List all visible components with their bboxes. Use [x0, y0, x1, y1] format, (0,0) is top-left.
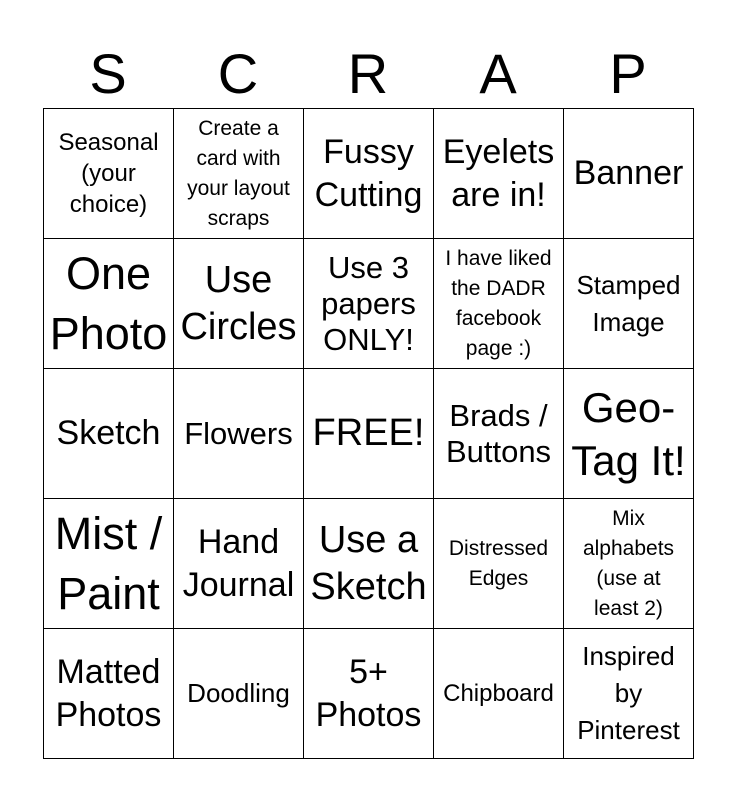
cell-text: Matted Photos: [55, 652, 162, 734]
cell-text: I have liked the DADR facebook page :): [445, 246, 552, 360]
bingo-cell[interactable]: [304, 499, 434, 629]
cell-text: Use Circles: [180, 258, 297, 348]
cell-text: Doodling: [187, 678, 290, 708]
bingo-cell[interactable]: [304, 239, 434, 369]
bingo-cell[interactable]: [434, 499, 564, 629]
bingo-cell[interactable]: [304, 109, 434, 239]
bingo-cell[interactable]: [564, 629, 694, 759]
bingo-cell[interactable]: [564, 369, 694, 499]
bingo-header: [43, 40, 693, 108]
bingo-cell[interactable]: [174, 629, 304, 759]
cell-text: Sketch: [56, 414, 161, 452]
header-letter-a: A: [479, 42, 517, 105]
bingo-cell[interactable]: [434, 629, 564, 759]
bingo-cell[interactable]: [434, 109, 564, 239]
cell-text: Brads / Buttons: [445, 397, 552, 469]
cell-text: One Photo: [49, 247, 168, 359]
cell-text: Hand Journal: [182, 522, 295, 604]
cell-text: Banner: [573, 154, 684, 192]
header-letter-c: C: [217, 42, 259, 105]
cell-text: Seasonal (your choice): [58, 129, 159, 218]
cell-text: Fussy Cutting: [314, 132, 423, 214]
cell-text: Create a card with your layout scraps: [187, 116, 290, 230]
cell-text: Inspired by Pinterest: [577, 641, 680, 745]
bingo-cell[interactable]: [304, 369, 434, 499]
cell-text: Eyelets are in!: [442, 132, 555, 214]
bingo-cell[interactable]: [304, 629, 434, 759]
cell-text: Mist / Paint: [54, 507, 163, 619]
bingo-cell[interactable]: [434, 239, 564, 369]
cell-text: Stamped Image: [576, 269, 681, 337]
header-letter-s: S: [89, 42, 127, 105]
cell-text: Flowers: [184, 415, 293, 451]
bingo-cell[interactable]: [174, 369, 304, 499]
cell-text: Use 3 papers ONLY!: [321, 249, 416, 357]
bingo-cell[interactable]: [434, 369, 564, 499]
bingo-cell[interactable]: [174, 239, 304, 369]
header-letter-p: P: [609, 42, 647, 105]
cell-text: Mix alphabets (use at least 2): [582, 506, 675, 620]
bingo-cell[interactable]: [174, 499, 304, 629]
bingo-cell[interactable]: [564, 239, 694, 369]
cell-text: Distressed Edges: [448, 536, 549, 590]
cell-text: Geo- Tag It!: [571, 383, 686, 484]
cell-text: 5+ Photos: [315, 652, 422, 734]
bingo-cell[interactable]: [44, 499, 174, 629]
bingo-board: [43, 108, 694, 759]
bingo-cell[interactable]: [44, 629, 174, 759]
bingo-cell[interactable]: [564, 109, 694, 239]
bingo-cell[interactable]: [44, 109, 174, 239]
bingo-cell[interactable]: [44, 369, 174, 499]
bingo-cell[interactable]: [44, 239, 174, 369]
bingo-cell[interactable]: [174, 109, 304, 239]
cell-text: FREE!: [312, 412, 425, 454]
header-letter-r: R: [347, 42, 389, 105]
cell-text: Chipboard: [443, 680, 554, 707]
cell-text: Use a Sketch: [310, 518, 427, 608]
bingo-cell[interactable]: [564, 499, 694, 629]
